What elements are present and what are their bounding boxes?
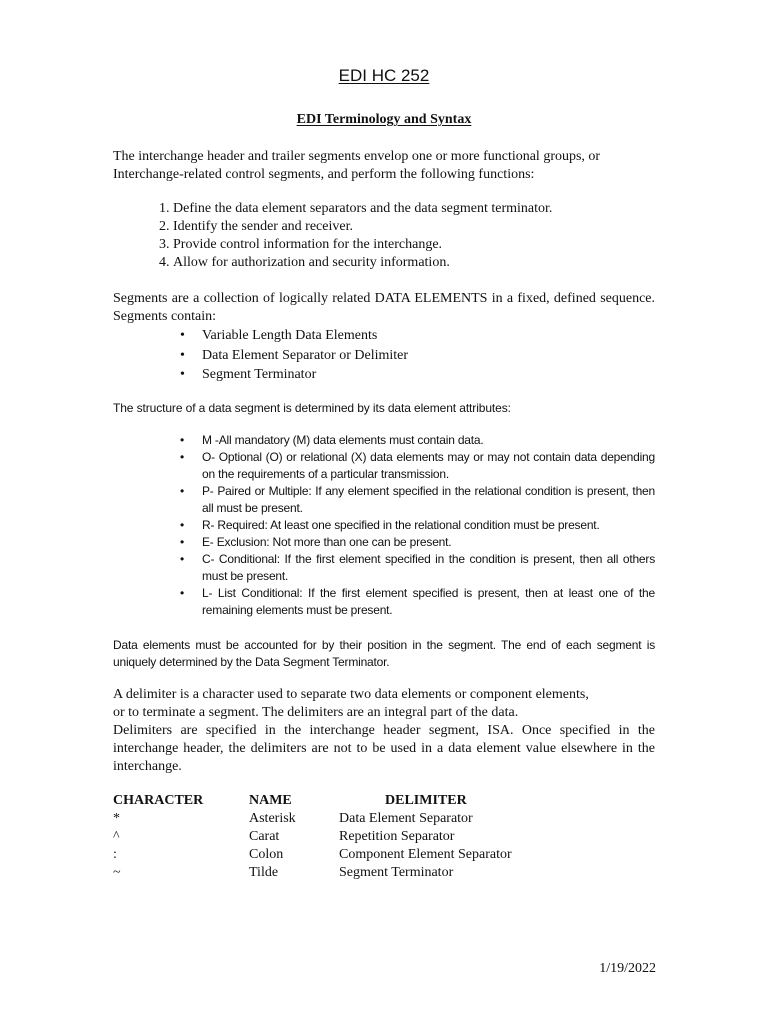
table-cell: ^ — [113, 829, 120, 844]
list-item: • Segment Terminator — [180, 365, 408, 385]
column-header: NAME — [249, 793, 292, 808]
intro-paragraph: The interchange header and trailer segments envelop one or more functional groups, or Interchange-related control segments, and perform the following functions: — [113, 149, 601, 182]
table-row — [113, 846, 615, 864]
table-cell: * — [113, 811, 120, 826]
segments-paragraph: Segments are a collection of logically related DATA ELEMENTS in a fixed, defined sequence. Segments contain: — [113, 291, 655, 324]
document-subtitle: EDI Terminology and Syntax — [296, 112, 472, 127]
table-cell: Colon — [249, 847, 284, 862]
column-header: DELIMITER — [385, 793, 467, 808]
list-item: 3. Provide control information for the interchange. — [173, 236, 552, 254]
table-cell: ~ — [113, 865, 121, 880]
table-row — [113, 864, 615, 882]
table-header-row — [113, 792, 615, 810]
delimiter-line-1: A delimiter is a character used to separate two data elements or component elements, — [113, 687, 589, 702]
table-cell: Asterisk — [249, 811, 296, 826]
list-item: • Variable Length Data Elements — [180, 326, 408, 346]
list-item: 2. Identify the sender and receiver. — [173, 218, 552, 236]
list-item: 4. Allow for authorization and security information. — [173, 254, 552, 272]
structure-paragraph: The structure of a data segment is determined by its data element attributes: — [113, 401, 511, 415]
accounting-paragraph: Data elements must be accounted for by their position in the segment. The end of each segment is uniquely determined by the Data Segment Terminator. — [113, 638, 655, 669]
list-item: • E- Exclusion: Not more than one can be present. — [180, 534, 655, 551]
delimiter-table — [113, 792, 615, 882]
table-cell: Segment Terminator — [339, 865, 454, 880]
list-item: • R- Required: At least one specified in the relational condition must be present. — [180, 517, 655, 534]
table-cell: : — [113, 847, 117, 862]
table-row — [113, 828, 615, 846]
list-item: • C- Conditional: If the first element specified in the condition is present, then all others must be present. — [180, 551, 655, 585]
list-item: • L- List Conditional: If the first element specified is present, then at least one of the remaining elements must be present. — [180, 585, 655, 619]
list-item: • O- Optional (O) or relational (X) data elements may or may not contain data depending on the requirements of a particular transmission. — [180, 449, 655, 483]
list-item: • P- Paired or Multiple: If any element specified in the relational condition is present, then all must be present. — [180, 483, 655, 517]
segment-contents-list — [180, 326, 408, 385]
list-item: • M -All mandatory (M) data elements must contain data. — [180, 432, 655, 449]
table-cell: Data Element Separator — [339, 811, 473, 826]
attributes-list — [180, 432, 655, 619]
table-row — [113, 810, 615, 828]
list-item: 1. Define the data element separators and the data segment terminator. — [173, 200, 552, 218]
list-item: • Data Element Separator or Delimiter — [180, 346, 408, 366]
footer-date: 1/19/2022 — [599, 961, 656, 976]
table-cell: Component Element Separator — [339, 847, 512, 862]
table-cell: Tilde — [249, 865, 279, 880]
delimiter-line-2: or to terminate a segment. The delimiters are an integral part of the data. — [113, 705, 519, 720]
table-cell: Carat — [249, 829, 280, 844]
functions-list — [155, 200, 552, 272]
table-cell: Repetition Separator — [339, 829, 455, 844]
column-header: CHARACTER — [113, 793, 204, 808]
delimiter-paragraph: Delimiters are specified in the interchange header segment, ISA. Once specified in the interchange header, the delimiters are not to be used in a data element value elsewhere in the interchange. — [113, 723, 655, 774]
document-title: EDI HC 252 — [338, 66, 430, 85]
